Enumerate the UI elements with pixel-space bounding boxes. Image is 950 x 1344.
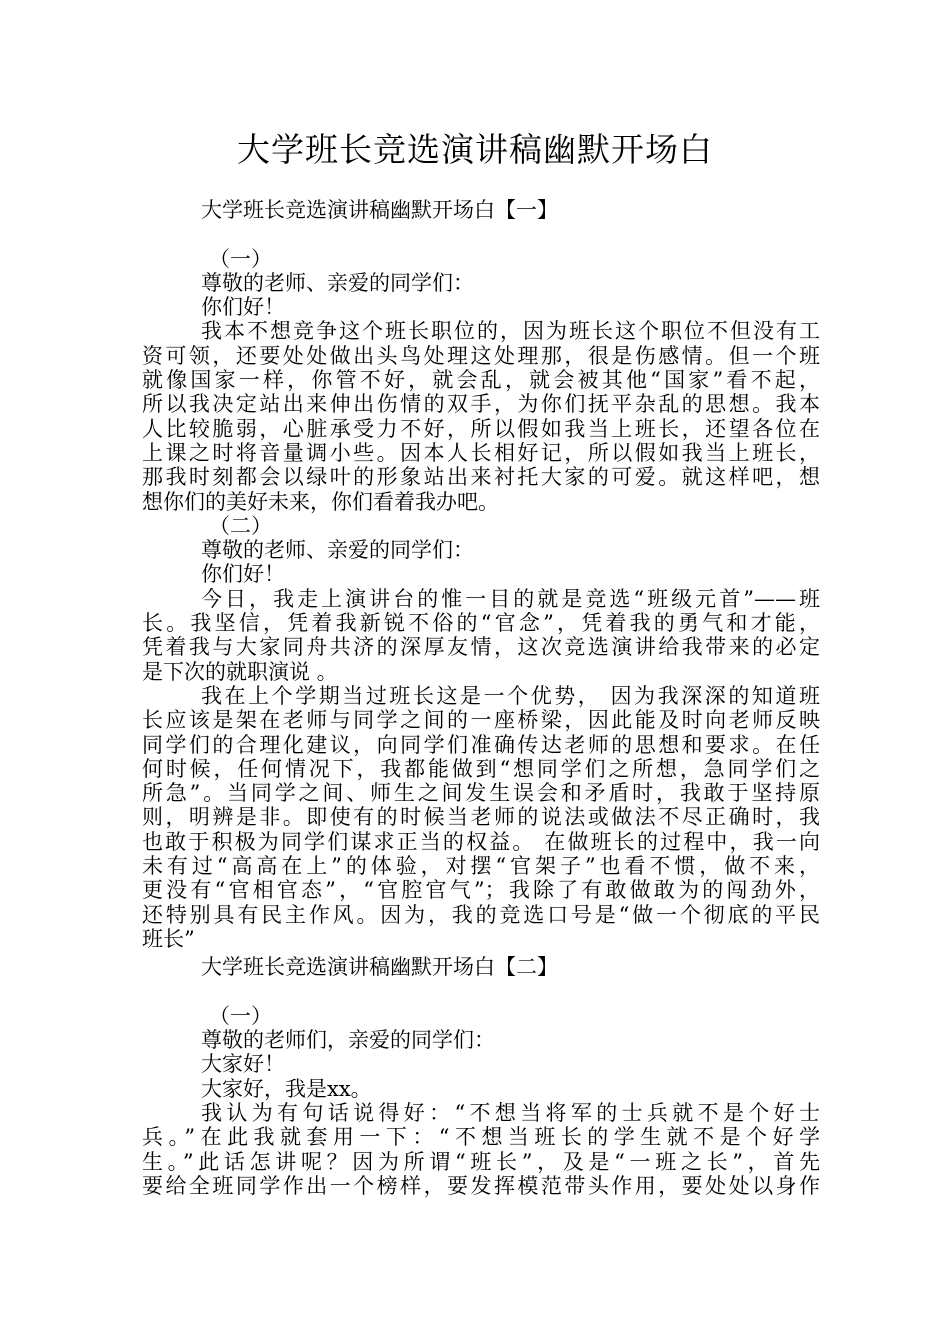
paragraph-line: 我本不想竞争这个班长职位的，因为班长这个职位不但没有工	[201, 319, 820, 344]
paragraph-line: 人比较脆弱，心脏承受力不好，所以假如我当上班长，还望各位在	[142, 416, 820, 441]
paragraph-line: 想你们的美好未来，你们看着我办吧。	[142, 489, 499, 514]
blank-line	[142, 980, 820, 1004]
paragraph-line: 班长”	[142, 926, 195, 951]
paragraph-line: 我认为有句话说得好：“不想当将军的士兵就不是个好士	[201, 1100, 820, 1125]
greeting: 你们好！	[201, 562, 285, 587]
salutation: 尊敬的老师们，亲爱的同学们：	[201, 1028, 495, 1053]
paragraph	[142, 684, 820, 951]
document-body	[142, 198, 820, 1198]
paragraph-line: 未有过“高高在上”的体验，对摆“官架子”也看不惯，做不来，	[142, 854, 820, 879]
paragraph-line: 就像国家一样，你管不好，就会乱，就会被其他“国家”看不起，	[142, 368, 820, 393]
paragraph	[142, 587, 820, 684]
section-heading: 大学班长竞选演讲稿幽默开场白【二】	[201, 955, 558, 980]
part-label: （二）	[209, 513, 272, 538]
paragraph-line: 上课之时将音量调小些。因本人长相好记，所以假如我当上班长，	[142, 440, 820, 465]
paragraph-line: 是下次的就职演说 。	[142, 659, 338, 684]
paragraph-line: 则，明辨是非。即使有的时候当老师的说法或做法不尽正确时，我	[142, 805, 820, 830]
paragraph	[142, 319, 820, 513]
paragraph-line: 生。”此话怎讲呢？因为所谓“班长”，及是“一班之长”，首先	[142, 1149, 820, 1174]
document-title: 大学班长竞选演讲稿幽默开场白	[237, 130, 713, 169]
paragraph-line: 我在上个学期当过班长这是一个优势， 因为我深深的知道班	[201, 683, 820, 708]
intro-line: 大家好，我是xx。	[201, 1076, 372, 1101]
part-label: （一）	[209, 246, 272, 271]
section-heading: 大学班长竞选演讲稿幽默开场白【一】	[201, 198, 558, 222]
greeting: 大家好！	[201, 1052, 285, 1077]
paragraph-line: 那我时刻都会以绿叶的形象站出来衬托大家的可爱。就这样吧，想	[142, 465, 820, 490]
paragraph-line: 所急”。当同学之间、师生之间发生误会和矛盾时，我敢于坚持原	[142, 781, 820, 806]
paragraph-line: 资可领，还要处处做出头鸟处理这处理那，很是伤感情。但一个班	[142, 343, 820, 368]
blank-line	[142, 222, 820, 246]
paragraph-line: 何时候，任何情况下，我都能做到“想同学们之所想，急同学们之	[142, 756, 820, 781]
paragraph-line: 更没有“官相官态”，“官腔官气”；我除了有敢做敢为的闯劲外，	[142, 878, 820, 903]
paragraph-line: 长。我坚信，凭着我新锐不俗的“官念”，凭着我的勇气和才能，	[142, 611, 820, 636]
part-label: （一）	[209, 1003, 272, 1028]
paragraph-line: 同学们的合理化建议，向同学们准确传达老师的思想和要求。在任	[142, 732, 820, 757]
paragraph-line: 所以我决定站出来伸出伤情的双手，为你们抚平杂乱的思想。我本	[142, 392, 820, 417]
paragraph-line: 也敢于积极为同学们谋求正当的权益。 在做班长的过程中，我一向	[142, 829, 820, 854]
salutation: 尊敬的老师、亲爱的同学们：	[201, 270, 474, 295]
paragraph	[142, 1101, 820, 1198]
paragraph-line: 长应该是架在老师与同学之间的一座桥梁，因此能及时向老师反映	[142, 708, 820, 733]
greeting: 你们好！	[201, 295, 285, 320]
paragraph-line: 要给全班同学作出一个榜样，要发挥模范带头作用，要处处以身作	[142, 1173, 820, 1198]
paragraph-line: 今日，我走上演讲台的惟一目的就是竞选“班级元首”——班	[201, 586, 820, 611]
salutation: 尊敬的老师、亲爱的同学们：	[201, 538, 474, 563]
paragraph-line: 还特别具有民主作风。因为，我的竞选口号是“做一个彻底的平民	[142, 902, 820, 927]
paragraph-line: 兵。”在此我就套用一下：“不想当班长的学生就不是个好学	[142, 1125, 820, 1150]
paragraph-line: 凭着我与大家同舟共济的深厚友情，这次竞选演讲给我带来的必定	[142, 635, 820, 660]
